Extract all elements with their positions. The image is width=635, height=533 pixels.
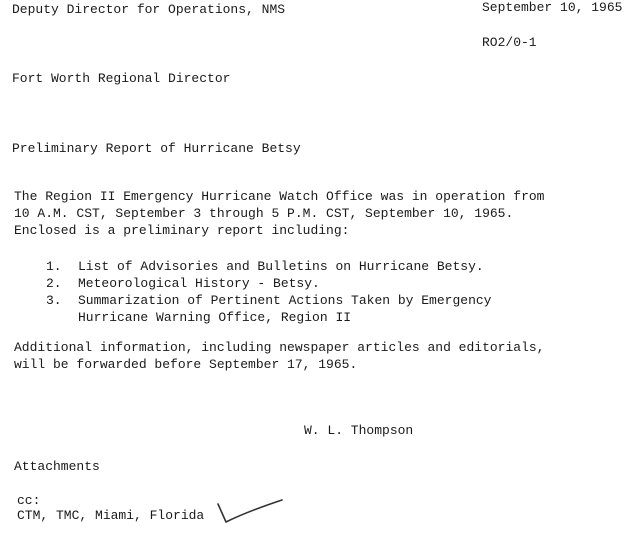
addressee: Fort Worth Regional Director — [12, 71, 231, 86]
subject-line: Preliminary Report of Hurricane Betsy — [12, 141, 301, 156]
item-text: Hurricane Warning Office, Region II — [78, 310, 352, 325]
item-number: 3. — [46, 293, 62, 308]
checkmark-icon — [216, 498, 286, 528]
item-text: List of Advisories and Bulletins on Hurricane Betsy. — [78, 259, 484, 274]
enclosure-list — [46, 258, 491, 326]
list-item-continuation — [46, 309, 491, 326]
list-item — [46, 275, 491, 292]
signature-name: W. L. Thompson — [304, 423, 414, 438]
list-item — [46, 292, 491, 309]
item-number: 2. — [46, 276, 62, 291]
list-item — [46, 258, 491, 275]
attachments-label: Attachments — [14, 459, 100, 474]
item-number: 1. — [46, 259, 62, 274]
body-line-1: The Region II Emergency Hurricane Watch Office was in operation from — [14, 189, 545, 204]
body-line-3: Enclosed is a preliminary report including: — [14, 223, 350, 238]
reference-code: RO2/0-1 — [482, 35, 537, 50]
item-text: Meteorological History - Betsy. — [78, 276, 320, 291]
memo-date: September 10, 1965 — [482, 0, 623, 15]
additional-info-line-2: will be forwarded before September 17, 1965. — [14, 357, 358, 372]
additional-info-line-1: Additional information, including newspaper articles and editorials, — [14, 340, 545, 355]
sender-line: Deputy Director for Operations, NMS — [12, 2, 286, 17]
item-text: Summarization of Pertinent Actions Taken by Emergency — [78, 293, 492, 308]
cc-recipients: CTM, TMC, Miami, Florida — [17, 508, 205, 523]
body-line-2: 10 A.M. CST, September 3 through 5 P.M. CST, September 10, 1965. — [14, 206, 514, 221]
item-number-spacer — [46, 309, 78, 326]
cc-label: cc: — [17, 493, 41, 508]
